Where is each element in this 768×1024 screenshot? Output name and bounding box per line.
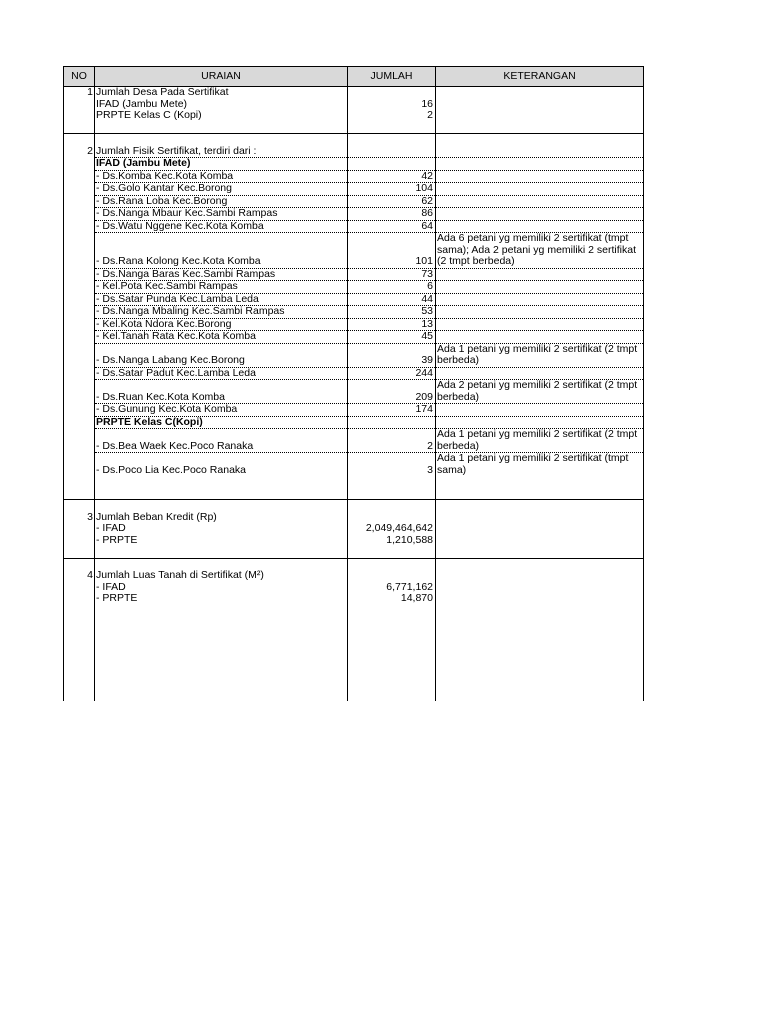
table-row xyxy=(64,195,644,208)
row-value: 53 xyxy=(348,306,436,319)
row-value: 14,870 xyxy=(348,593,436,605)
table-row xyxy=(64,331,644,344)
row-label: - Ds.Golo Kantar Kec.Borong xyxy=(95,183,348,196)
row-value: 2 xyxy=(348,110,436,122)
spreadsheet xyxy=(63,66,643,701)
row-label: - Ds.Satar Padut Kec.Lamba Leda xyxy=(95,367,348,380)
table-row xyxy=(64,570,644,582)
row-note xyxy=(436,281,644,294)
row-label: - Ds.Nanga Labang Kec.Borong xyxy=(95,343,348,367)
section-title: Jumlah Luas Tanah di Sertifikat (M²) xyxy=(95,570,348,582)
row-value: 104 xyxy=(348,183,436,196)
row-label: - Ds.Nanga Mbaur Kec.Sambi Rampas xyxy=(95,208,348,221)
row-value: 16 xyxy=(348,99,436,111)
table-row xyxy=(64,183,644,196)
row-note xyxy=(436,220,644,233)
row-label: - Ds.Poco Lia Kec.Poco Ranaka xyxy=(95,453,348,477)
row-value: 101 xyxy=(348,233,436,269)
row-label: - Ds.Gunung Kec.Kota Komba xyxy=(95,404,348,417)
row-note: Ada 1 petani yg memiliki 2 sertifikat (tmpt sama) xyxy=(436,453,644,477)
row-note: Ada 1 petani yg memiliki 2 sertifikat (2 tmpt berbeda) xyxy=(436,343,644,367)
table-row xyxy=(64,293,644,306)
group-title-ifad: IFAD (Jambu Mete) xyxy=(95,158,348,171)
row-value: 73 xyxy=(348,268,436,281)
data-table xyxy=(63,66,644,701)
section-number: 3 xyxy=(64,512,95,524)
row-label: - Ds.Rana Loba Kec.Borong xyxy=(95,195,348,208)
table-row xyxy=(64,512,644,524)
row-value: 2,049,464,642 xyxy=(348,523,436,535)
header-no: NO xyxy=(64,67,95,87)
row-label: - Ds.Nanga Baras Kec.Sambi Rampas xyxy=(95,268,348,281)
section-title: Jumlah Fisik Sertifikat, terdiri dari : xyxy=(95,146,348,158)
table-row xyxy=(64,146,644,158)
row-value: 62 xyxy=(348,195,436,208)
row-note: Ada 2 petani yg memiliki 2 sertifikat (2 tmpt berbeda) xyxy=(436,380,644,404)
row-value: 64 xyxy=(348,220,436,233)
section-number: 1 xyxy=(64,87,95,99)
table-row xyxy=(64,110,644,122)
table-row xyxy=(64,87,644,99)
row-value: 13 xyxy=(348,318,436,331)
row-label: - PRPTE xyxy=(95,535,348,547)
table-row xyxy=(64,318,644,331)
table-row xyxy=(64,593,644,605)
row-value: 44 xyxy=(348,293,436,306)
row-label: - Kel.Kota Ndora Kec.Borong xyxy=(95,318,348,331)
row-label: - Ds.Rana Kolong Kec.Kota Komba xyxy=(95,233,348,269)
row-label: - PRPTE xyxy=(95,593,348,605)
row-value: 45 xyxy=(348,331,436,344)
row-label: - Ds.Ruan Kec.Kota Komba xyxy=(95,380,348,404)
row-label: PRPTE Kelas C (Kopi) xyxy=(95,110,348,122)
header-uraian: URAIAN xyxy=(95,67,348,87)
table-row xyxy=(64,404,644,417)
row-value: 39 xyxy=(348,343,436,367)
row-value: 244 xyxy=(348,367,436,380)
table-row xyxy=(64,582,644,594)
row-note: Ada 1 petani yg memiliki 2 sertifikat (2 tmpt berbeda) xyxy=(436,429,644,453)
section-title: Jumlah Desa Pada Sertifikat xyxy=(95,87,348,99)
row-note xyxy=(436,293,644,306)
table-row xyxy=(64,523,644,535)
table-row xyxy=(64,535,644,547)
row-label: - Ds.Komba Kec.Kota Komba xyxy=(95,170,348,183)
table-row xyxy=(64,306,644,319)
row-label: - Kel.Tanah Rata Kec.Kota Komba xyxy=(95,331,348,344)
table-row xyxy=(64,367,644,380)
row-note xyxy=(436,306,644,319)
table-row xyxy=(64,281,644,294)
row-label: - Kel.Pota Kec.Sambi Rampas xyxy=(95,281,348,294)
row-note xyxy=(436,170,644,183)
section-title: Jumlah Beban Kredit (Rp) xyxy=(95,512,348,524)
header-jumlah: JUMLAH xyxy=(348,67,436,87)
table-row xyxy=(64,99,644,111)
row-label: - Ds.Satar Punda Kec.Lamba Leda xyxy=(95,293,348,306)
row-value: 209 xyxy=(348,380,436,404)
row-value: 1,210,588 xyxy=(348,535,436,547)
row-label: - IFAD xyxy=(95,582,348,594)
table-row xyxy=(64,233,644,269)
table-row xyxy=(64,429,644,453)
header-row xyxy=(64,67,644,87)
row-label: - Ds.Watu Nggene Kec.Kota Komba xyxy=(95,220,348,233)
header-keterangan: KETERANGAN xyxy=(436,67,644,87)
row-note xyxy=(436,404,644,417)
section-number: 2 xyxy=(64,146,95,158)
table-row xyxy=(64,268,644,281)
row-value: 2 xyxy=(348,429,436,453)
row-note xyxy=(436,268,644,281)
row-note xyxy=(436,318,644,331)
section-number: 4 xyxy=(64,570,95,582)
table-row xyxy=(64,170,644,183)
row-value: 6,771,162 xyxy=(348,582,436,594)
table-row xyxy=(64,380,644,404)
row-value: 86 xyxy=(348,208,436,221)
row-label: - Ds.Bea Waek Kec.Poco Ranaka xyxy=(95,429,348,453)
row-note xyxy=(436,183,644,196)
row-label: - Ds.Nanga Mbaling Kec.Sambi Rampas xyxy=(95,306,348,319)
table-row xyxy=(64,220,644,233)
group-title-prpte: PRPTE Kelas C(Kopi) xyxy=(95,416,348,429)
row-value: 6 xyxy=(348,281,436,294)
row-value: 3 xyxy=(348,453,436,477)
row-note xyxy=(436,367,644,380)
table-row xyxy=(64,416,644,429)
table-row xyxy=(64,208,644,221)
row-note xyxy=(436,331,644,344)
row-note xyxy=(436,208,644,221)
row-label: IFAD (Jambu Mete) xyxy=(95,99,348,111)
row-note: Ada 6 petani yg memiliki 2 sertifikat (tmpt sama); Ada 2 petani yg memiliki 2 sertifikat (2 tmpt berbeda) xyxy=(436,233,644,269)
table-row xyxy=(64,158,644,171)
table-row xyxy=(64,453,644,477)
row-label: - IFAD xyxy=(95,523,348,535)
table-row xyxy=(64,343,644,367)
row-value: 42 xyxy=(348,170,436,183)
row-value: 174 xyxy=(348,404,436,417)
row-note xyxy=(436,195,644,208)
